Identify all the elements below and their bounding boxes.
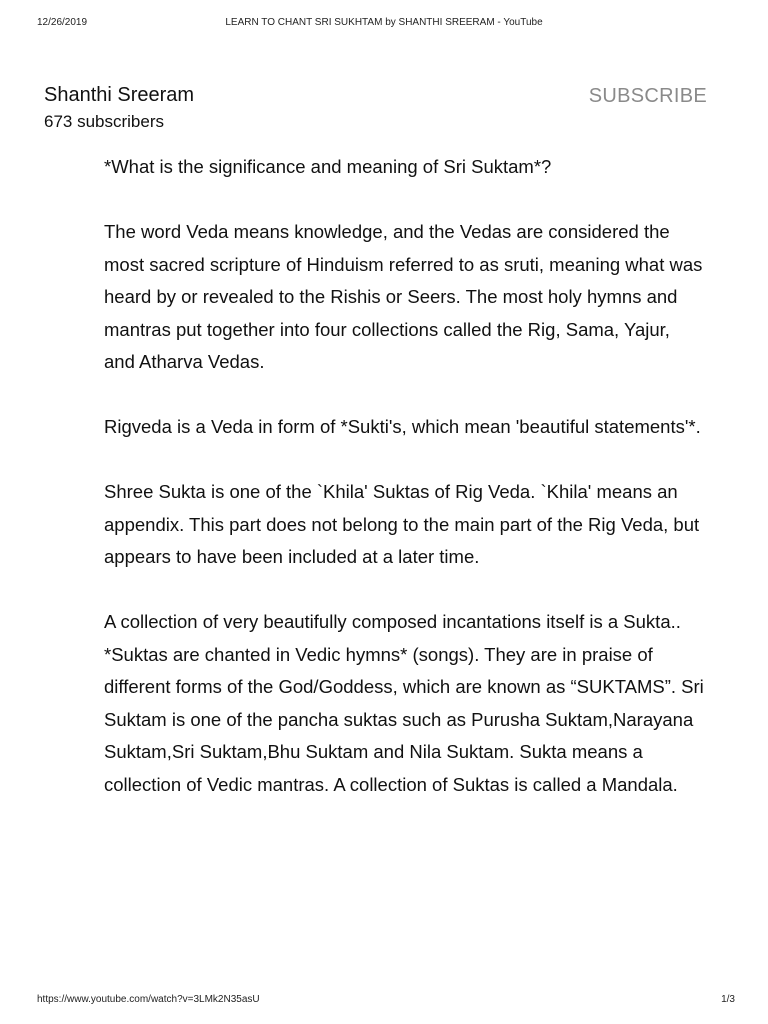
subscriber-count: 673 subscribers	[44, 112, 165, 131]
description-paragraph: The word Veda means knowledge, and the Vedas are considered the most sacred scripture of Hinduism referred to as sruti, meaning what was heard by or revealed to the Rishis or Seers. The most holy hymns and mantras put together into four collections called the Rig, Sama, Yajur, and Atharva Vedas.	[104, 221, 703, 372]
description-paragraph: Shree Sukta is one of the `Khila' Suktas of Rig Veda. `Khila' means an appendix. This part does not belong to the main part of the Rig Veda, but appears to have been included at a later time.	[104, 481, 700, 567]
video-description	[104, 151, 704, 801]
channel-name[interactable]: Shanthi Sreeram	[44, 84, 195, 106]
description-paragraph: A collection of very beautifully composed incantations itself is a Sukta.. *Suktas are chanted in Vedic hymns* (songs). They are in praise of different forms of the God/Goddess, which are known as “SUKTAMS”. Sri Suktam is one of the pancha suktas such as Purusha Suktam,Narayana Suktam,Sri Suktam,Bhu Suktam and Nila Suktam. Sukta means a collection of Vedic mantras. A collection of Suktas is called a Mandala.	[104, 611, 704, 795]
print-header	[0, 17, 768, 31]
description-paragraph: Rigveda is a Veda in form of *Sukti's, which mean 'beautiful statements'*.	[104, 416, 701, 437]
print-url: https://www.youtube.com/watch?v=3LMk2N35asU	[37, 994, 260, 1005]
description-paragraph: *What is the significance and meaning of Sri Suktam*?	[104, 156, 552, 177]
print-page-title: LEARN TO CHANT SRI SUKHTAM by SHANTHI SREERAM - YouTube	[225, 17, 543, 28]
subscribe-button[interactable]: SUBSCRIBE	[588, 85, 707, 107]
print-date: 12/26/2019	[37, 17, 88, 28]
print-page-number: 1/3	[721, 994, 735, 1005]
print-footer	[0, 994, 768, 1008]
